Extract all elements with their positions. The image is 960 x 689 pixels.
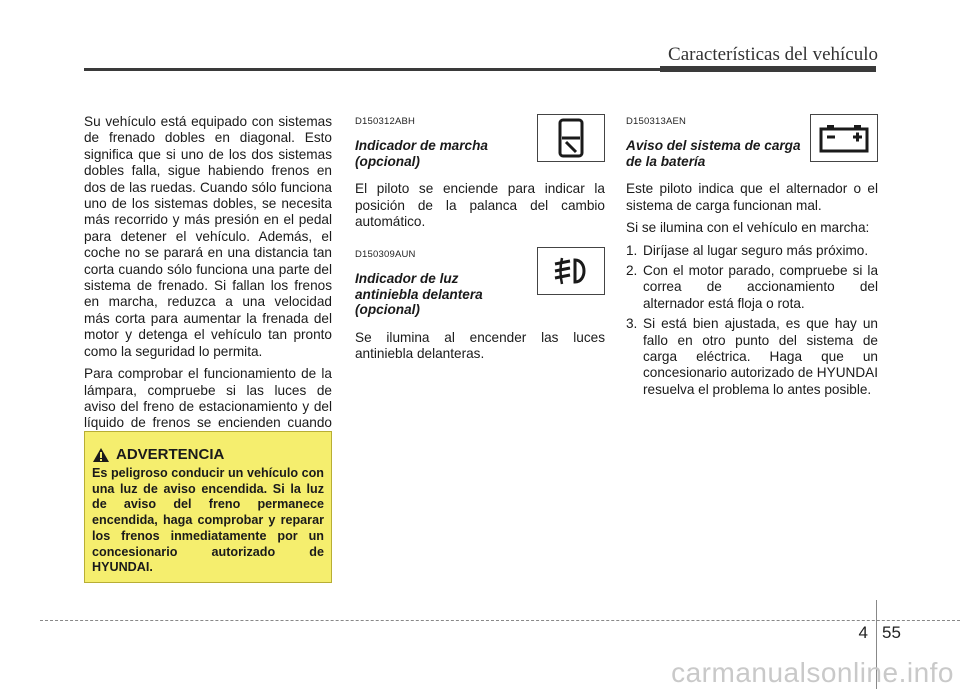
battery-warning-text: Este piloto indica que el alternador o el sistema de carga funcionan mal. bbox=[626, 181, 878, 213]
warning-title: ADVERTENCIA bbox=[116, 446, 225, 463]
fog-light-code: D150309AUN bbox=[355, 248, 416, 260]
gear-indicator-title: Indicador de marcha (opcional) bbox=[355, 138, 488, 169]
fog-light-section bbox=[355, 247, 605, 363]
list-item: 1. Diríjase al lugar seguro más próximo. bbox=[626, 242, 869, 258]
page-header-title: Características del vehículo bbox=[668, 44, 878, 65]
chapter-number: 4 bbox=[858, 623, 868, 642]
footer-rule bbox=[40, 620, 960, 621]
gear-indicator-code: D150312ABH bbox=[355, 116, 416, 127]
warning-text: Es peligroso conducir un vehículo con una luz de aviso encendida. Si la luz de aviso del freno permanece encendida, haga comprobar y reparar los frenos inmediatamente por un concesionario autorizado de HYUNDAI. bbox=[92, 466, 324, 575]
list-item: 3. Si está bien ajustada, es que hay un fallo en otro punto del sistema de carga eléctrica. Haga que un concesionario autorizado de HYUNDAI resuelva el problema lo antes posible. bbox=[626, 316, 878, 397]
gear-indicator-section bbox=[355, 114, 605, 231]
battery-warning-section bbox=[626, 114, 878, 398]
column-left bbox=[84, 114, 332, 454]
lamp-check-paragraph: Para comprobar el funcionamiento de la lámpara, compruebe si las luces de aviso del freno de estacionamiento y del líquido de frenos se encienden cuando bbox=[84, 366, 332, 431]
battery-warning-condition: Si se ilumina con el vehículo en marcha: bbox=[626, 220, 870, 236]
warning-box bbox=[84, 431, 332, 583]
page-number: 55 bbox=[882, 623, 901, 642]
warning-header bbox=[92, 446, 324, 463]
front-fog-light-icon bbox=[551, 256, 591, 286]
column-middle bbox=[355, 114, 605, 368]
warning-triangle-icon bbox=[92, 447, 110, 463]
battery-icon bbox=[818, 123, 870, 153]
battery-steps-list bbox=[626, 243, 878, 399]
fog-light-title: Indicador de luz antiniebla delantera (opcional) bbox=[355, 271, 483, 318]
gear-position-display-icon bbox=[558, 118, 584, 158]
list-item: 2. Con el motor parado, compruebe si la correa de accionamiento del alternador está floja o rota. bbox=[626, 263, 878, 311]
column-right bbox=[626, 114, 878, 402]
brake-system-paragraph: Su vehículo está equipado con sistemas de frenado dobles en diagonal. Esto significa que si uno de los dos sistemas dobles falla, sigue habiendo frenos en dos de las ruedas. Cuando sólo funciona uno de los sistemas dobles, se necesita más recorrido y más presión en el pedal para detener el vehículo. Además, el coche no se parará en una distancia tan corta cuando sólo funciona una parte del sistema de frenado. Si fallan los frenos en marcha, reduzca a una velocidad más corta para aumentar la frenada del motor y detenga el vehículo tan pronto como la seguridad lo permita. bbox=[84, 114, 332, 359]
watermark: carmanualsonline.info bbox=[671, 657, 954, 688]
fog-light-text: Se ilumina al encender las luces antiniebla delanteras. bbox=[355, 329, 605, 361]
header-rule-accent bbox=[660, 66, 876, 72]
battery-warning-title: Aviso del sistema de carga de la batería bbox=[626, 138, 801, 169]
fog-light-icon-box bbox=[537, 247, 605, 295]
gear-indicator-text: El piloto se enciende para indicar la posición de la palanca del cambio automático. bbox=[355, 181, 605, 230]
battery-warning-code: D150313AEN bbox=[626, 116, 687, 127]
gear-indicator-icon-box bbox=[537, 114, 605, 162]
battery-icon-box bbox=[810, 114, 878, 162]
